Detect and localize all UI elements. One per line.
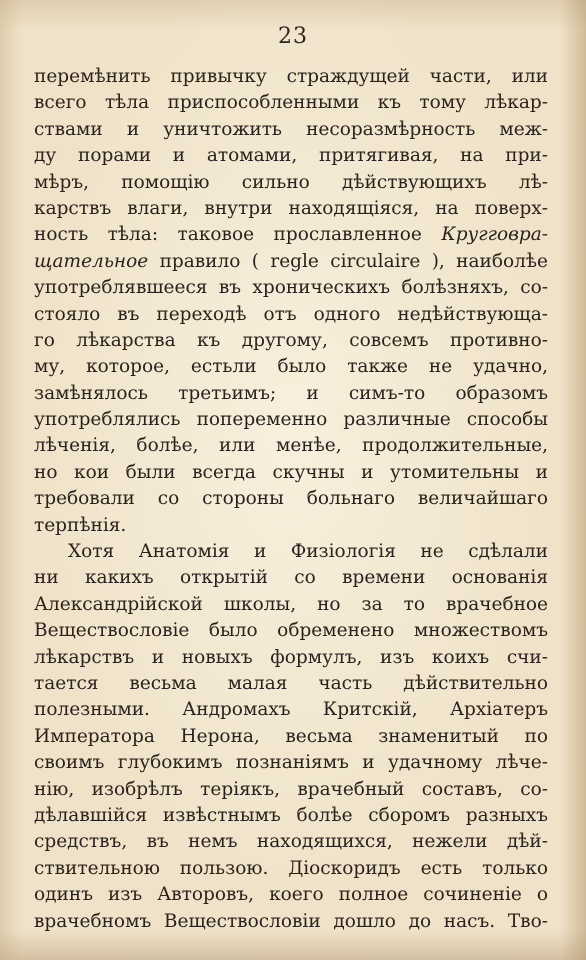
text-line: ствительною пользою. Діоскоридъ есть только (34, 857, 548, 879)
text-line: ствами и уничтожить несоразмѣрность меж- (34, 118, 548, 140)
text-line: терпѣнія. (34, 514, 127, 536)
text-line: тается весьма малая часть дѣйствительно (34, 672, 548, 694)
text-line: перемѣнить привычку страждущей части, или (34, 66, 548, 87)
text-line (34, 222, 548, 248)
text-line: лѣченія, болѣе, или менѣе, продолжительные, (34, 435, 548, 457)
text-line: Александрійской школы, но за то врачебное (34, 593, 548, 615)
italic-term: щательное (34, 250, 149, 272)
text-line: ни какихъ открытій со времени основанія (34, 567, 548, 589)
text-line: своимъ глубокимъ познаніямъ и удачному лѣче- (34, 752, 548, 774)
text-line: лѣкарствъ и новыхъ формулъ, изъ коихъ счи- (34, 646, 548, 668)
text-line: го лѣкарства къ другому, совсемъ противно- (34, 329, 548, 351)
text-line: му, которое, естьли было также не удачно, (34, 356, 548, 378)
text-segment: ность тѣла: таковое прославленное (34, 224, 422, 246)
text-line: стояло въ переходѣ отъ одного недѣйствующа- (34, 303, 548, 325)
text-line: но кои были всегда скучны и утомительны и (34, 461, 548, 483)
text-line: карствъ влаги, внутри находящіяся, на поверх- (34, 197, 548, 219)
page-number: 23 (278, 24, 308, 49)
text-line: дѣлавшійся извѣстнымъ болѣе сборомъ разныхъ (34, 804, 548, 826)
text-line: Императора Нерона, весьма знаменитый по (34, 725, 548, 747)
text-line: требовали со стороны больнаго величайшаго (34, 488, 548, 510)
text-line: полезными. Андромахъ Критскій, Архіатеръ (34, 699, 548, 721)
paragraph-2 (34, 539, 548, 935)
text-line: употреблялись попеременно различные способы (34, 409, 548, 431)
body-text (34, 64, 548, 935)
text-line: средствъ, въ немъ находящихся, нежели дѣй- (34, 831, 548, 853)
text-line: одинъ изъ Авторовъ, коего полное сочиненіе о (34, 884, 548, 906)
italic-term: Кругговра- (441, 224, 548, 246)
text-line: врачебномъ Веществословіи дошло до насъ. Тво- (34, 910, 548, 932)
text-line: всего тѣла приспособленными къ тому лѣкар- (34, 92, 548, 114)
text-segment: правило ( regle circulaire ), наиболѣе (159, 250, 548, 272)
text-line: ду порами и атомами, притягивая, на при- (34, 145, 548, 167)
text-line: мѣръ, помощію сильно дѣйствующихъ лѣ- (34, 171, 548, 193)
text-line: замѣнялось третьимъ; и симъ-то образомъ (34, 382, 548, 404)
text-line: Веществословіе было обременено множествомъ (34, 620, 548, 642)
text-line (34, 249, 548, 275)
text-line: употреблявшееся въ хроническихъ болѣзняхъ, со- (34, 277, 548, 299)
text-line: Хотя Анатомія и Физіологія не сдѣлали (68, 541, 548, 563)
paragraph-1 (34, 64, 548, 539)
text-line: нію, изобрѣлъ теріякъ, врачебный составъ, со- (34, 778, 548, 800)
